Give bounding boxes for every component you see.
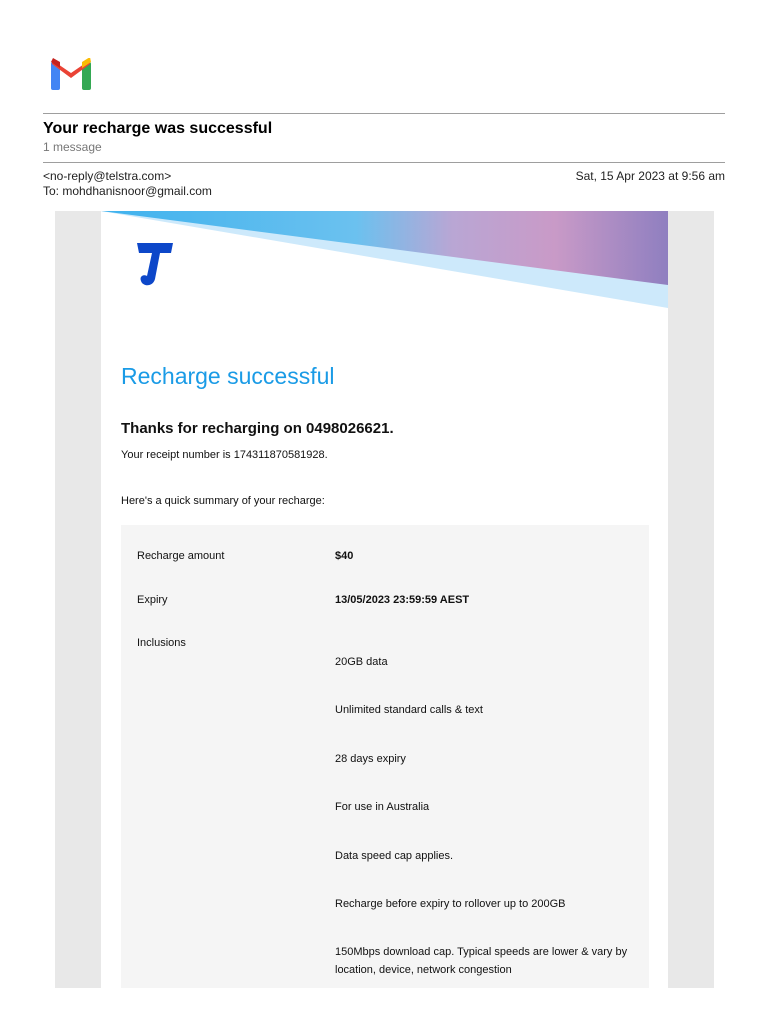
subject-divider [43,162,725,163]
header-divider [43,113,725,114]
recharge-summary [121,525,649,988]
inclusions-label: Inclusions [137,637,186,649]
email-heading: Recharge successful [121,363,335,389]
message-count: 1 message [43,140,102,154]
gmail-logo [41,44,101,104]
summary-intro: Here's a quick summary of your recharge: [121,495,325,507]
amount-label: Recharge amount [137,550,225,562]
sent-date: Sat, 15 Apr 2023 at 9:56 am [575,169,725,183]
amount-value: $40 [335,550,354,562]
inclusion-item: 20GB data [335,656,388,668]
inclusion-item: 150Mbps download cap. Typical speeds are lower & vary by location, device, network congestion [335,946,628,976]
gmail-logo-icon [51,58,91,90]
recipient: To: mohdhanisnoor@gmail.com [43,184,212,198]
expiry-value: 13/05/2023 23:59:59 AEST [335,594,470,606]
inclusion-item: Data speed cap applies. [335,850,454,862]
inclusion-item: 28 days expiry [335,753,406,765]
email-subject: Your recharge was successful [43,120,273,137]
inclusion-item: Recharge before expiry to rollover up to 200GB [335,898,566,910]
header-banner [101,211,668,311]
inclusion-item: Unlimited standard calls & text [335,704,483,716]
sender: <no-reply@telstra.com> [43,169,172,183]
receipt-number: Your receipt number is 174311870581928. [121,449,328,461]
thanks-message: Thanks for recharging on 0498026621. [121,420,394,437]
expiry-label: Expiry [137,594,168,606]
inclusion-item: For use in Australia [335,801,430,813]
email-card [101,211,668,988]
telstra-logo-icon [135,241,175,289]
